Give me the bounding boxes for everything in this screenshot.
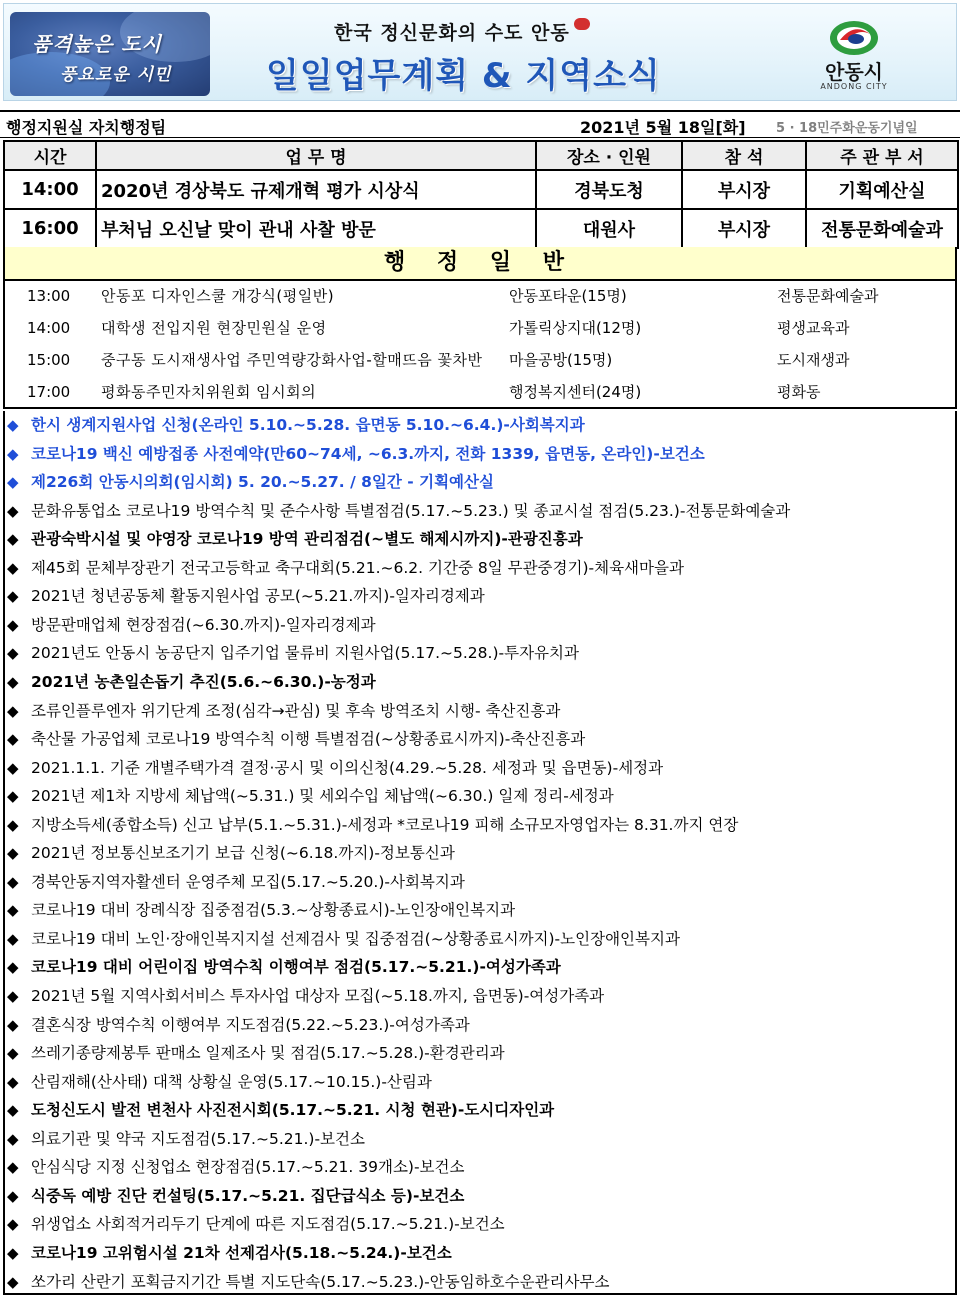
diamond-bullet-icon: ◆ [7, 558, 19, 577]
notice-text: 코로나19 대비 장례식장 집중점검(5.3.~상황종료시)-노인장애인복지과 [31, 901, 516, 920]
notice-text: 쓰레기종량제봉투 판매소 일제조사 및 점검(5.17.~5.28.)-환경관리과 [31, 1044, 505, 1063]
diamond-bullet-icon: ◆ [7, 1015, 19, 1034]
city-name-en: ANDONG CITY [820, 82, 888, 91]
general-time: 14:00 [27, 319, 71, 337]
diamond-bullet-icon: ◆ [7, 530, 19, 549]
diamond-bullet-icon: ◆ [7, 1243, 19, 1262]
notice-text: 2021년 정보통신보조기기 보급 신청(~6.18.까지)-정보통신과 [31, 844, 455, 863]
diamond-bullet-icon: ◆ [7, 644, 19, 663]
schedule-task: 부처님 오신날 맞이 관내 사찰 방문 [96, 209, 536, 248]
notice-text: 결혼식장 방역수칙 이행여부 지도점검(5.22.~5.23.)-여성가족과 [31, 1015, 470, 1034]
notice-text: 축산물 가공업체 코로나19 방역수칙 이행 특별점검(~상황종료시까지)-축산진흥과 [31, 730, 586, 749]
date-label: 2021년 5월 18일[화] [580, 118, 746, 137]
schedule-dept: 전통문화예술과 [806, 209, 958, 248]
notice-text: 한시 생계지원사업 신청(온라인 5.10.~5.28. 읍면동 5.10.~6.4.)-사회복지과 [31, 416, 585, 434]
list-item [5, 440, 955, 469]
list-item [5, 411, 955, 440]
notice-text: 2021년 농촌일손돕기 추진(5.6.~6.30.)-농정과 [31, 672, 376, 691]
slogan-line-1: 품격높은 도시 [32, 32, 162, 56]
notice-text: 경북안동지역자활센터 운영주체 모집(5.17.~5.20.)-사회복지과 [31, 872, 465, 891]
general-task: 중구동 도시재생사업 주민역량강화사업-할매뜨음 꽃차반 [101, 351, 483, 369]
diamond-bullet-icon: ◆ [7, 1101, 19, 1120]
notice-text: 쏘가리 산란기 포획금지기간 특별 지도단속(5.17.~5.23.)-안동임하호수운관리사무소 [31, 1272, 610, 1291]
list-item [5, 839, 955, 868]
notice-text: 도청신도시 발전 변천사 사진전시회(5.17.~5.21. 시청 현관)-도시디자인과 [31, 1101, 555, 1120]
list-item [5, 468, 955, 497]
diamond-bullet-icon: ◆ [7, 929, 19, 948]
diamond-bullet-icon: ◆ [7, 615, 19, 634]
list-item [5, 868, 955, 897]
list-item [5, 345, 955, 377]
holiday-note: 5 · 18민주화운동기념일 [776, 121, 918, 136]
notice-text: 2021.1.1. 기준 개별주택가격 결정·공시 및 이의신청(4.29.~5.28. 세정과 및 읍면동)-세정과 [31, 758, 664, 777]
schedule-time: 14:00 [4, 170, 96, 209]
list-item [5, 668, 955, 697]
general-place: 가톨릭상지대(12명) [509, 319, 642, 337]
diamond-bullet-icon: ◆ [7, 587, 19, 606]
diamond-bullet-icon: ◆ [7, 1044, 19, 1063]
diamond-bullet-icon: ◆ [7, 672, 19, 691]
schedule-dept: 기획예산실 [806, 170, 958, 209]
general-dept: 전통문화예술과 [777, 287, 879, 305]
heart-icon [574, 18, 590, 30]
list-item [5, 1125, 955, 1154]
list-item [5, 782, 955, 811]
list-item [5, 697, 955, 726]
diamond-bullet-icon: ◆ [7, 844, 19, 863]
schedule-attendee: 부시장 [682, 209, 806, 248]
diamond-bullet-icon: ◆ [7, 473, 19, 492]
column-header-dept: 주 관 부 서 [806, 141, 958, 170]
notice-text: 2021년도 안동시 농공단지 입주기업 물류비 지원사업(5.17.~5.28.)-투자유치과 [31, 644, 579, 663]
notice-text: 의료기관 및 약국 지도점검(5.17.~5.21.)-보건소 [31, 1129, 365, 1148]
diamond-bullet-icon: ◆ [7, 758, 19, 777]
diamond-bullet-icon: ◆ [7, 730, 19, 749]
notice-text: 제45회 문체부장관기 전국고등학교 축구대회(5.21.~6.2. 기간중 8일 무관중경기)-체육새마을과 [31, 558, 684, 577]
schedule-attendee: 부시장 [682, 170, 806, 209]
notice-text: 2021년 제1차 지방세 체납액(~5.31.) 및 세외수입 체납액(~6.30.) 일제 정리-세정과 [31, 787, 614, 806]
general-section-heading: 행 정 일 반 [3, 247, 957, 281]
notice-text: 코로나19 대비 어린이집 방역수칙 이행여부 점검(5.17.~5.21.)-여성가족과 [31, 958, 561, 977]
diamond-bullet-icon: ◆ [7, 416, 19, 434]
general-dept: 평화동 [777, 383, 821, 401]
diamond-bullet-icon: ◆ [7, 1158, 19, 1177]
list-item [5, 281, 955, 313]
general-task: 평화동주민자치위원회 임시회의 [101, 383, 317, 401]
diamond-bullet-icon: ◆ [7, 787, 19, 806]
notice-text: 지방소득세(종합소득) 신고 납부(5.1.~5.31.)-세정과 *코로나19 피해 소규모자영업자는 8.31.까지 연장 [31, 815, 739, 834]
city-name: 안동시 [825, 60, 883, 84]
notice-text: 안심식당 지정 신청업소 현장점검(5.17.~5.21. 39개소)-보건소 [31, 1158, 465, 1177]
list-item [5, 754, 955, 783]
diamond-bullet-icon: ◆ [7, 958, 19, 977]
list-item [5, 953, 955, 982]
notice-text: 위생업소 사회적거리두기 단계에 따른 지도점검(5.17.~5.21.)-보건소 [31, 1215, 505, 1234]
table-row [4, 209, 958, 248]
notice-text: 문화유통업소 코로나19 방역수칙 및 준수사항 특별점검(5.17.~5.23.) 및 종교시설 점검(5.23.)-전통문화예술과 [31, 501, 791, 520]
schedule-time: 16:00 [4, 209, 96, 248]
notice-text: 조류인플루엔자 위기단계 조정(심각→관심) 및 후속 방역조치 시행- 축산진흥과 [31, 701, 561, 720]
list-item [5, 1011, 955, 1040]
table-row [4, 170, 958, 209]
general-schedule-list [3, 281, 957, 409]
notice-list [3, 411, 957, 1295]
notice-text: 식중독 예방 진단 컨설팅(5.17.~5.21. 집단급식소 등)-보건소 [31, 1186, 465, 1205]
diamond-bullet-icon: ◆ [7, 1072, 19, 1091]
diamond-bullet-icon: ◆ [7, 701, 19, 720]
diamond-bullet-icon: ◆ [7, 1129, 19, 1148]
notice-text: 2021년 청년공동체 활동지원사업 공모(~5.21.까지)-일자리경제과 [31, 587, 485, 606]
info-row [0, 110, 960, 138]
list-item [5, 925, 955, 954]
list-item [5, 1239, 955, 1268]
department-label: 행정지원실 자치행정팀 [6, 118, 167, 137]
list-item [5, 497, 955, 526]
notice-text: 코로나19 백신 예방접종 사전예약(만60~74세, ~6.3.까지, 전화 1339, 읍면동, 온라인)-보건소 [31, 444, 705, 463]
general-dept: 평생교육과 [777, 319, 850, 337]
list-item [5, 725, 955, 754]
list-item [5, 1210, 955, 1239]
notice-text: 2021년 5월 지역사회서비스 투자사업 대상자 모집(~5.18.까지, 읍면동)-여성가족과 [31, 987, 605, 1005]
schedule-place: 경북도청 [536, 170, 682, 209]
list-item [5, 313, 955, 345]
list-item [5, 1182, 955, 1211]
general-place: 행정복지센터(24명) [509, 383, 642, 401]
city-logo [812, 18, 896, 98]
list-item [5, 554, 955, 583]
list-item [5, 377, 955, 409]
column-header-place: 장소 · 인원 [536, 141, 682, 170]
city-emblem-icon [826, 18, 882, 58]
list-item [5, 1153, 955, 1182]
notice-text: 코로나19 고위험시설 21차 선제검사(5.18.~5.24.)-보건소 [31, 1243, 452, 1262]
general-task: 대학생 전입지원 현장민원실 운영 [101, 319, 327, 337]
banner-subtitle-text: 한국 정신문화의 수도 안동 [334, 22, 570, 44]
notice-text: 관광숙박시설 및 야영장 코로나19 방역 관리점검(~별도 해제시까지)-관광진흥과 [31, 530, 583, 549]
general-task: 안동포 디자인스쿨 개강식(평일반) [101, 287, 335, 305]
notice-text: 제226회 안동시의회(임시회) 5. 20.~5.27. / 8일간 - 기획예산실 [31, 473, 494, 492]
slogan-panel [10, 12, 210, 96]
list-item [5, 982, 955, 1011]
schedule-header-row [4, 141, 958, 170]
diamond-bullet-icon: ◆ [7, 501, 19, 520]
list-item [5, 639, 955, 668]
diamond-bullet-icon: ◆ [7, 1215, 19, 1234]
general-place: 마을공방(15명) [509, 351, 613, 369]
page-title: 일일업무계획 & 지역소식 [266, 56, 661, 96]
list-item [5, 1039, 955, 1068]
list-item [5, 811, 955, 840]
column-header-attendee: 참 석 [682, 141, 806, 170]
diamond-bullet-icon: ◆ [7, 1186, 19, 1205]
general-place: 안동포타운(15명) [509, 287, 627, 305]
diamond-bullet-icon: ◆ [7, 901, 19, 920]
general-dept: 도시재생과 [777, 351, 850, 369]
schedule-place: 대원사 [536, 209, 682, 248]
notice-text: 방문판매업체 현장점검(~6.30.까지)-일자리경제과 [31, 615, 376, 634]
list-item [5, 525, 955, 554]
list-item [5, 896, 955, 925]
general-time: 13:00 [27, 287, 71, 305]
diamond-bullet-icon: ◆ [7, 872, 19, 891]
slogan-line-2: 풍요로운 시민 [60, 65, 172, 85]
schedule-task: 2020년 경상북도 규제개혁 평가 시상식 [96, 170, 536, 209]
list-item [5, 1068, 955, 1097]
banner-subtitle [334, 18, 590, 45]
general-time: 17:00 [27, 383, 71, 401]
schedule-table [3, 140, 959, 249]
column-header-task: 업 무 명 [96, 141, 536, 170]
diamond-bullet-icon: ◆ [7, 444, 19, 463]
header-banner [3, 3, 957, 101]
list-item [5, 611, 955, 640]
notice-text: 산림재해(산사태) 대책 상황실 운영(5.17.~10.15.)-산림과 [31, 1072, 432, 1091]
diamond-bullet-icon: ◆ [7, 815, 19, 834]
list-item [5, 582, 955, 611]
general-time: 15:00 [27, 351, 71, 369]
diamond-bullet-icon: ◆ [7, 987, 19, 1005]
notice-text: 코로나19 대비 노인·장애인복지지설 선제검사 및 집중점검(~상황종료시까지)-노인장애인복지과 [31, 929, 680, 948]
diamond-bullet-icon: ◆ [7, 1272, 19, 1291]
column-header-time: 시간 [4, 141, 96, 170]
list-item [5, 1268, 955, 1297]
list-item [5, 1096, 955, 1125]
